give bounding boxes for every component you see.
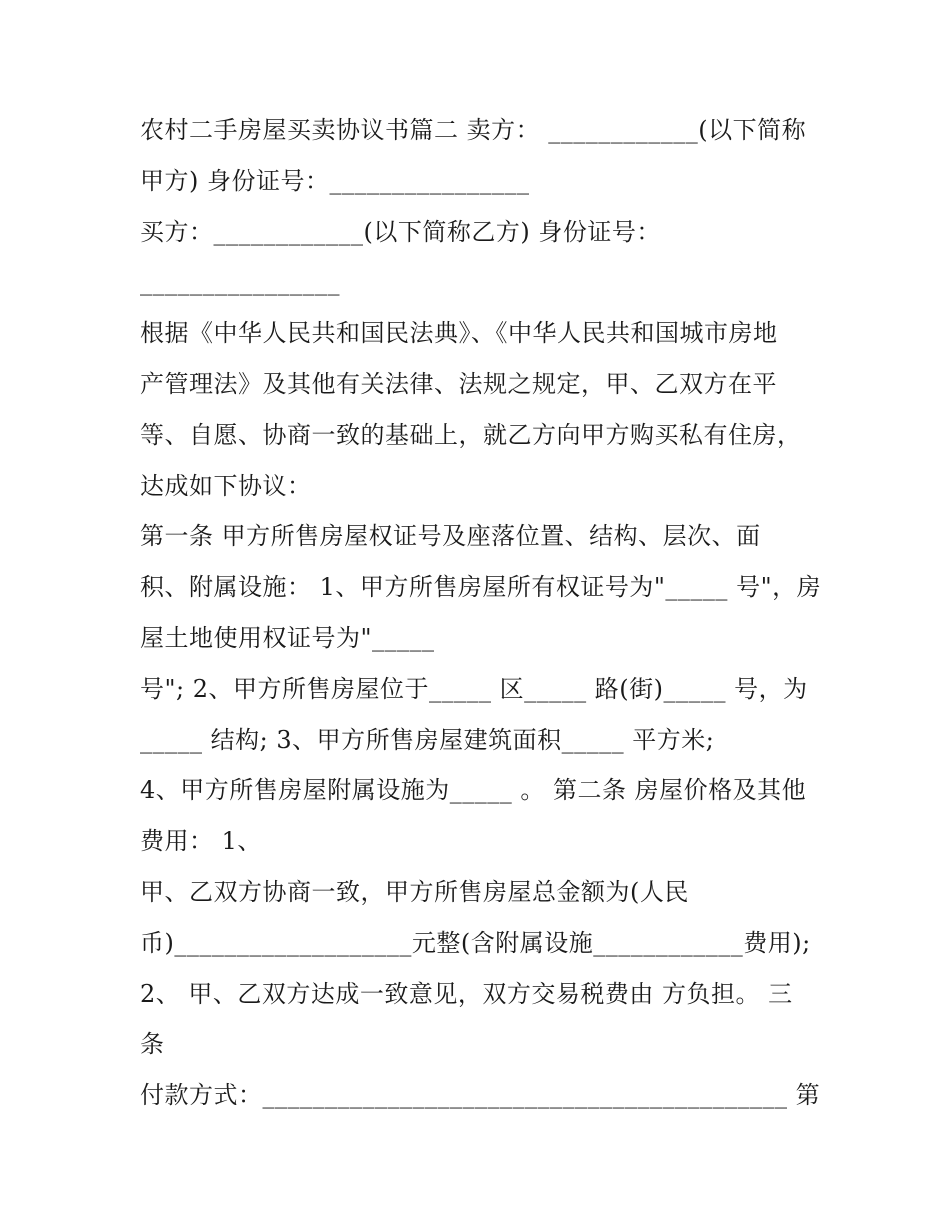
text-line: 号"; 2、甲方所售房屋位于_____ 区_____ 路(街)_____ 号，为: [140, 674, 808, 703]
text-line: 4、甲方所售房屋附属设施为_____ 。 第二条 房屋价格及其他: [140, 776, 807, 805]
text-line: 甲、乙双方协商一致，甲方所售房屋总金额为(人民: [140, 877, 689, 906]
text-line: 币)___________________元整(含附属设施____________费用);: [140, 928, 811, 957]
text-line: 甲方) 身份证号：________________: [140, 166, 530, 195]
text-line: 第一条 甲方所售房屋权证号及座落位置、结构、层次、面: [140, 522, 761, 551]
text-line: 等、自愿、协商一致的基础上，就乙方向甲方购买私有住房，: [140, 420, 802, 449]
text-line: 达成如下协议：: [140, 471, 312, 500]
text-line: 屋土地使用权证号为"_____: [140, 623, 435, 652]
text-line: 买方：____________(以下简称乙方) 身份证号：: [140, 217, 661, 246]
text-line: 农村二手房屋买卖协议书篇二 卖方： ____________(以下简称: [140, 116, 807, 144]
text-line: ________________: [140, 268, 340, 297]
text-line: 产管理法》及其他有关法律、法规之规定，甲、乙双方在平: [140, 369, 777, 398]
text-line: 2、 甲、乙双方达成一致意见，双方交易税费由 方负担。 三: [140, 979, 793, 1008]
text-line: 积、附属设施： 1、甲方所售房屋所有权证号为"_____ 号"，房: [140, 573, 822, 602]
text-line: 费用： 1、: [140, 827, 262, 856]
agreement-text: [140, 105, 820, 1121]
text-line: 根据《中华人民共和国民法典》、《中华人民共和国城市房地: [140, 319, 778, 348]
text-line: 条: [140, 1030, 165, 1059]
text-line: _____ 结构; 3、甲方所售房屋建筑面积_____ 平方米;: [140, 725, 715, 754]
text-line: 付款方式：__________________________________________ 第: [140, 1081, 821, 1110]
